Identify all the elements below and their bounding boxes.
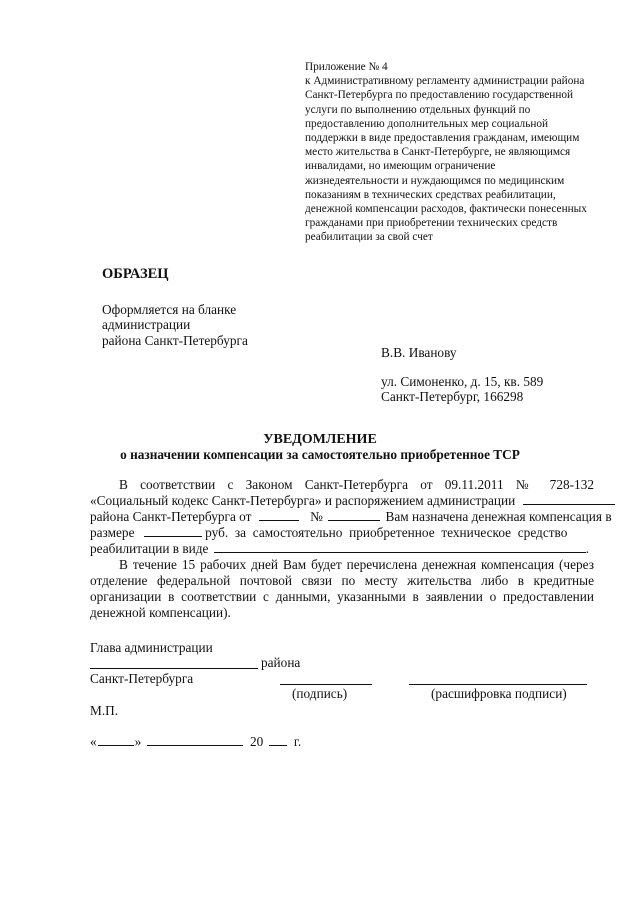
date-blank[interactable]	[259, 509, 299, 521]
appendix-line: Приложение № 4	[305, 61, 388, 73]
para1-line5: реабилитации в виде .	[90, 541, 590, 556]
blank-note-line: района Санкт-Петербурга	[102, 332, 248, 348]
signature-line[interactable]	[280, 684, 372, 685]
sign-label: (подпись)	[292, 686, 348, 701]
month-blank[interactable]	[147, 734, 243, 746]
blank-note-line: Оформляется на бланке	[102, 302, 237, 317]
para2-line3: организации в соответствии с данными, указанными в заявлении о предоставлении	[90, 589, 594, 604]
appendix-line: показаниям в технических средствах реабилитации,	[305, 188, 556, 201]
signature-decode-line[interactable]	[409, 684, 587, 685]
day-blank[interactable]	[98, 734, 134, 746]
signature-district: района	[261, 655, 301, 670]
para1-line2: «Социальный кодекс Санкт-Петербурга» и распоряжением администрации	[90, 493, 615, 509]
device-type-blank[interactable]	[214, 541, 586, 553]
signature-head: Глава администрации	[90, 640, 213, 655]
appendix-line: жизнедеятельности и нуждающимся по медицинским	[305, 174, 565, 187]
para2-line1: В течение 15 рабочих дней Вам будет перечислена денежная компенсация (через	[119, 557, 594, 572]
addressee-city: Санкт-Петербург, 166298	[381, 389, 524, 404]
para1-line1: В соответствии с Законом Санкт-Петербурга от 09.11.2011 № 728-132	[119, 477, 594, 492]
appendix-line: инвалидами, но имеющим ограничение	[305, 160, 496, 173]
date-row: « » 20 г.	[90, 734, 302, 749]
appendix-line: денежной компенсации расходов, фактически понесенных	[305, 203, 587, 216]
order-number-blank[interactable]	[523, 493, 615, 505]
para2-line2: отделение федеральной почтовой связи по месту жительства либо в кредитные	[90, 573, 594, 588]
notice-title: УВЕДОМЛЕНИЕ	[263, 432, 377, 447]
appendix-line: услуги по выполнению отдельных функций по	[305, 103, 531, 116]
appendix-line: к Административному регламенту администрации района	[305, 75, 585, 88]
district-name-line[interactable]	[90, 668, 258, 669]
para1-line3: района Санкт-Петербурга от № Вам назначена денежная компенсация в	[90, 509, 612, 524]
appendix-line: предоставлению дополнительных мер социальной	[305, 117, 549, 130]
year-blank[interactable]	[269, 734, 287, 746]
para1-line4: размере руб. за самостоятельно приобретенное техническое средство	[90, 525, 568, 540]
stamp-label: М.П.	[90, 703, 119, 718]
appendix-block	[305, 60, 587, 245]
appendix-line: реабилитации за свой счет	[305, 231, 433, 244]
number-blank[interactable]	[328, 509, 380, 521]
sample-label: ОБРАЗЕЦ	[102, 266, 169, 282]
amount-blank[interactable]	[144, 525, 202, 537]
appendix-line: место жительства в Санкт-Петербурге, не являющимся	[305, 146, 571, 159]
blank-note-line: администрации	[102, 317, 191, 333]
decode-label: (расшифровка подписи)	[431, 686, 567, 701]
appendix-line: гражданами при приобретении технических средств	[305, 217, 558, 230]
appendix-line: поддержки в виде предоставления гражданам, имеющим	[305, 132, 580, 145]
blank-note	[102, 302, 248, 348]
notice-subtitle: о назначении компенсации за самостоятельно приобретенное ТСР	[120, 447, 520, 462]
addressee-name: В.В. Иванову	[381, 345, 457, 360]
addressee-street: ул. Симоненко, д. 15, кв. 589	[381, 374, 544, 389]
signature-city: Санкт-Петербурга	[90, 671, 194, 686]
appendix-line: Санкт-Петербурга по предоставлению государственной	[305, 89, 574, 102]
para2-line4: денежной компенсации).	[90, 605, 231, 620]
